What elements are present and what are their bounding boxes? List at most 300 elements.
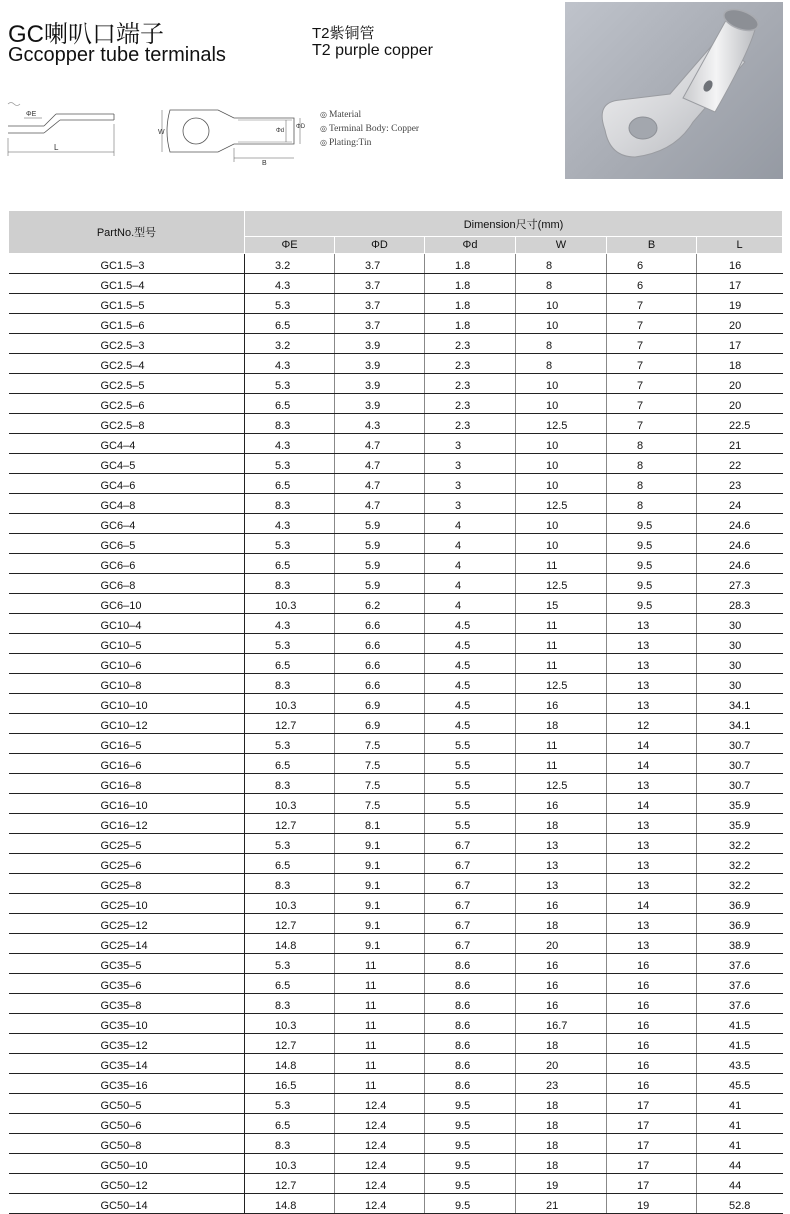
cell-text: 6.5 [275, 860, 291, 872]
cell-text: 4.3 [275, 620, 291, 632]
cell-text: GC6–4 [100, 520, 136, 532]
dimension-cell [335, 814, 425, 834]
cell-text: 5.3 [275, 640, 291, 652]
cell-text: 12.5 [546, 580, 568, 592]
cell-text: 8 [637, 480, 644, 492]
cell-text: 10 [546, 520, 559, 532]
dimension-cell [697, 1014, 783, 1034]
dimension-cell [607, 1134, 697, 1154]
cell-text: 1.8 [455, 300, 471, 312]
dimension-cell [607, 514, 697, 534]
cell-text: 44 [729, 1160, 742, 1172]
dimension-cell [335, 374, 425, 394]
cell-text: GC6–8 [100, 580, 136, 592]
cell-text: 13 [637, 880, 650, 892]
dimension-cell [516, 434, 607, 454]
cell-text: 9.1 [365, 940, 381, 952]
dimension-cell [516, 494, 607, 514]
part-number-cell [9, 914, 245, 934]
dimension-cell [335, 1174, 425, 1194]
cell-text: 16 [637, 1020, 650, 1032]
table-row [9, 734, 783, 754]
cell-text: 8 [637, 460, 644, 472]
dimension-cell [425, 994, 516, 1014]
cell-text: 7 [637, 420, 644, 432]
dimension-cell [607, 974, 697, 994]
dimension-cell [697, 1154, 783, 1174]
dimension-cell [335, 714, 425, 734]
part-number-cell [9, 734, 245, 754]
part-number-cell [9, 774, 245, 794]
dimension-cell [607, 254, 697, 274]
cell-text: GC10–12 [100, 720, 148, 732]
dimension-cell [516, 814, 607, 834]
dimension-cell [607, 954, 697, 974]
header-part-no: PartNo.型号 [9, 211, 245, 254]
table-row [9, 1034, 783, 1054]
cell-text: 34.1 [729, 720, 751, 732]
dimension-cell [607, 794, 697, 814]
dimension-cell [335, 614, 425, 634]
cell-text: GC50–8 [100, 1140, 142, 1152]
cell-text: 16.5 [275, 1080, 297, 1092]
dimension-cell [425, 814, 516, 834]
cell-text: GC25–8 [100, 880, 142, 892]
cell-text: 5.3 [275, 960, 291, 972]
header-dimension: Dimension尺寸(mm) [245, 211, 783, 237]
part-number-cell [9, 374, 245, 394]
dimension-cell [245, 934, 335, 954]
dimension-cell [697, 314, 783, 334]
cell-text: 4.5 [455, 680, 471, 692]
label-phi-d: ΦD [296, 124, 306, 130]
cell-text: 15 [546, 600, 559, 612]
cell-text: 7 [637, 300, 644, 312]
dimension-cell [425, 474, 516, 494]
cell-text: 16 [637, 980, 650, 992]
cell-text: GC35–14 [100, 1060, 148, 1072]
dimension-cell [245, 354, 335, 374]
cell-text: 16 [546, 800, 559, 812]
cell-text: GC25–10 [100, 900, 148, 912]
dimension-cell [335, 414, 425, 434]
cell-text: 36.9 [729, 900, 751, 912]
dimension-cell [335, 594, 425, 614]
cell-text: 6.9 [365, 700, 381, 712]
cell-text: 14 [637, 740, 650, 752]
cell-text: 6 [637, 280, 644, 292]
cell-text: 16 [546, 1000, 559, 1012]
cell-text: 6.9 [365, 720, 381, 732]
dimension-cell [607, 934, 697, 954]
cell-text: 14.8 [275, 1200, 297, 1212]
dimension-cell [335, 394, 425, 414]
dimension-cell [425, 374, 516, 394]
dimension-cell [697, 1074, 783, 1094]
cell-text: 16 [637, 960, 650, 972]
cell-text: 5.9 [365, 560, 381, 572]
cell-text: GC2.5–3 [100, 340, 145, 352]
dimension-cell [697, 854, 783, 874]
material-notes [320, 108, 419, 150]
dimension-cell [245, 614, 335, 634]
table-row [9, 374, 783, 394]
dimension-cell [516, 514, 607, 534]
cell-text: 5.9 [365, 540, 381, 552]
dimension-cell [245, 1174, 335, 1194]
dimension-cell [516, 314, 607, 334]
cell-text: 36.9 [729, 920, 751, 932]
cell-text: 30 [729, 620, 742, 632]
dimension-cell [245, 494, 335, 514]
dimension-cell [245, 374, 335, 394]
dimension-cell [335, 534, 425, 554]
dimension-cell [697, 414, 783, 434]
cell-text: 6.5 [275, 560, 291, 572]
cell-text: GC16–12 [100, 820, 148, 832]
dimension-cell [425, 594, 516, 614]
dimension-cell [607, 1014, 697, 1034]
cell-text: 11 [365, 1020, 377, 1032]
dimension-cell [607, 334, 697, 354]
dimension-cell [425, 254, 516, 274]
dimension-cell [697, 454, 783, 474]
part-number-cell [9, 974, 245, 994]
dimension-cell [697, 1034, 783, 1054]
dimension-cell [335, 894, 425, 914]
dimension-cell [607, 774, 697, 794]
label-phi-d-small: Φd [276, 128, 285, 134]
cell-text: 37.6 [729, 980, 751, 992]
label-w: W [158, 129, 165, 136]
dimension-cell [697, 914, 783, 934]
cell-text: 6.5 [275, 660, 291, 672]
cell-text: 8.3 [275, 580, 291, 592]
part-number-cell [9, 334, 245, 354]
dimension-cell [425, 754, 516, 774]
cell-text: 9.5 [455, 1140, 471, 1152]
cell-text: 6.6 [365, 640, 381, 652]
dimension-cell [697, 754, 783, 774]
cell-text: 5.3 [275, 1100, 291, 1112]
cell-text: 35.9 [729, 820, 751, 832]
dimension-cell [697, 1194, 783, 1214]
cell-text: 7.5 [365, 800, 381, 812]
dimension-cell [245, 454, 335, 474]
cell-text: 22.5 [729, 420, 751, 432]
dimension-cell [335, 874, 425, 894]
dimension-cell [516, 694, 607, 714]
cell-text: 4.5 [455, 620, 471, 632]
dimension-cell [245, 974, 335, 994]
table-row [9, 674, 783, 694]
cell-text: 11 [365, 960, 377, 972]
cell-text: 8.6 [455, 1040, 471, 1052]
cell-text: 23 [546, 1080, 559, 1092]
dimension-cell [425, 554, 516, 574]
cell-text: 6.6 [365, 660, 381, 672]
cell-text: 41.5 [729, 1020, 751, 1032]
cell-text: 6.2 [365, 600, 381, 612]
cell-text: GC4–8 [100, 500, 136, 512]
dimension-cell [425, 614, 516, 634]
cell-text: 9.5 [455, 1180, 471, 1192]
cell-text: 18 [729, 360, 742, 372]
dimension-cell [245, 334, 335, 354]
cell-text: 5.3 [275, 460, 291, 472]
cell-text: 14 [637, 900, 650, 912]
dimension-cell [245, 834, 335, 854]
dimension-cell [335, 574, 425, 594]
dimension-cell [245, 414, 335, 434]
cell-text: 10 [546, 400, 559, 412]
dimension-cell [425, 414, 516, 434]
table-row [9, 814, 783, 834]
dimension-cell [607, 874, 697, 894]
dimension-cell [245, 314, 335, 334]
dimension-cell [697, 1174, 783, 1194]
cell-text: 4.7 [365, 500, 381, 512]
dimension-cell [697, 814, 783, 834]
cell-text: 1.8 [455, 320, 471, 332]
dimension-cell [335, 914, 425, 934]
cell-text: GC25–5 [100, 840, 142, 852]
cell-text: 14 [637, 760, 650, 772]
dimension-cell [245, 794, 335, 814]
cell-text: 16.7 [546, 1020, 568, 1032]
table-row [9, 1174, 783, 1194]
dimension-cell [516, 974, 607, 994]
dimension-cell [425, 1014, 516, 1034]
dimension-cell [245, 534, 335, 554]
cell-text: 5.3 [275, 540, 291, 552]
part-number-cell [9, 1074, 245, 1094]
table-row [9, 754, 783, 774]
dimension-cell [335, 1114, 425, 1134]
cell-text: 12.7 [275, 920, 297, 932]
cell-text: 4 [455, 600, 462, 612]
dimension-cell [516, 1034, 607, 1054]
dimension-cell [607, 534, 697, 554]
cell-text: 3 [455, 440, 462, 452]
cell-text: 16 [637, 1080, 650, 1092]
dimension-cell [697, 554, 783, 574]
dimension-cell [516, 534, 607, 554]
cell-text: 16 [637, 1060, 650, 1072]
dimension-cell [697, 634, 783, 654]
cell-text: 21 [546, 1200, 559, 1212]
cell-text: 11 [546, 660, 558, 672]
cell-text: 11 [546, 760, 558, 772]
dimension-cell [607, 474, 697, 494]
cell-text: 13 [637, 620, 650, 632]
dimension-cell [607, 914, 697, 934]
cell-text: 11 [365, 980, 377, 992]
cell-text: 17 [637, 1140, 650, 1152]
cell-text: 4.3 [275, 440, 291, 452]
dimension-cell [607, 574, 697, 594]
dimension-table [8, 210, 783, 1214]
part-number-cell [9, 954, 245, 974]
cell-text: GC1.5–5 [100, 300, 145, 312]
dimension-cell [245, 694, 335, 714]
dimension-cell [425, 794, 516, 814]
cell-text: 13 [637, 940, 650, 952]
dimension-cell [697, 954, 783, 974]
part-number-cell [9, 594, 245, 614]
cell-text: 5.9 [365, 580, 381, 592]
part-number-cell [9, 394, 245, 414]
part-number-cell [9, 1034, 245, 1054]
material-en: T2 purple copper [312, 42, 433, 59]
dimension-cell [516, 474, 607, 494]
cell-text: 20 [729, 320, 742, 332]
dimension-cell [425, 954, 516, 974]
dimension-cell [607, 274, 697, 294]
part-number-cell [9, 1154, 245, 1174]
dimension-cell [245, 434, 335, 454]
table-row [9, 514, 783, 534]
dimension-cell [697, 974, 783, 994]
note-material: ◎ Material [320, 108, 419, 122]
table-row [9, 1094, 783, 1114]
cell-text: 6.7 [455, 900, 471, 912]
dimension-cell [335, 974, 425, 994]
dimension-cell [516, 1094, 607, 1114]
cell-text: 30 [729, 640, 742, 652]
cell-text: 2.3 [455, 420, 471, 432]
table-row [9, 494, 783, 514]
part-number-cell [9, 494, 245, 514]
cell-text: 6.5 [275, 480, 291, 492]
dimension-cell [516, 614, 607, 634]
cell-text: GC10–5 [100, 640, 142, 652]
dimension-cell [335, 954, 425, 974]
part-number-cell [9, 1114, 245, 1134]
cell-text: 21 [729, 440, 742, 452]
dimension-cell [516, 1134, 607, 1154]
cell-text: 11 [365, 1000, 377, 1012]
table-row [9, 654, 783, 674]
cell-text: 18 [546, 720, 559, 732]
cell-text: 24.6 [729, 540, 751, 552]
cell-text: 10 [546, 480, 559, 492]
dimension-cell [245, 634, 335, 654]
cell-text: 9.1 [365, 920, 381, 932]
dimension-cell [245, 554, 335, 574]
dimension-cell [516, 654, 607, 674]
dimension-cell [245, 474, 335, 494]
cell-text: GC35–8 [100, 1000, 142, 1012]
table-row [9, 294, 783, 314]
dimension-cell [425, 454, 516, 474]
cell-text: 4 [455, 560, 462, 572]
part-number-cell [9, 1134, 245, 1154]
part-number-cell [9, 274, 245, 294]
dimension-cell [697, 894, 783, 914]
cell-text: 5.5 [455, 740, 471, 752]
dimension-cell [697, 594, 783, 614]
cell-text: 13 [546, 860, 559, 872]
cell-text: 18 [546, 1100, 559, 1112]
dimension-cell [516, 334, 607, 354]
cell-text: 13 [637, 680, 650, 692]
cell-text: 17 [637, 1100, 650, 1112]
dimension-cell [245, 874, 335, 894]
dimension-cell [245, 1194, 335, 1214]
dimension-cell [697, 1134, 783, 1154]
cell-text: 16 [546, 980, 559, 992]
cell-text: 18 [546, 1120, 559, 1132]
table-row [9, 1134, 783, 1154]
cell-text: GC16–5 [100, 740, 142, 752]
dimension-cell [245, 714, 335, 734]
dimension-cell [245, 914, 335, 934]
cell-text: 14 [637, 800, 650, 812]
dimension-cell [607, 1114, 697, 1134]
table-row [9, 834, 783, 854]
cell-text: 13 [637, 700, 650, 712]
cell-text: 18 [546, 820, 559, 832]
part-number-cell [9, 614, 245, 634]
dimension-cell [335, 1014, 425, 1034]
cell-text: GC10–4 [100, 620, 142, 632]
cell-text: 32.2 [729, 860, 751, 872]
dimension-cell [516, 1114, 607, 1134]
cell-text: 32.2 [729, 840, 751, 852]
cell-text: 17 [637, 1160, 650, 1172]
dimension-cell [245, 814, 335, 834]
cell-text: 9.5 [455, 1100, 471, 1112]
dimension-cell [697, 334, 783, 354]
cell-text: 2.3 [455, 340, 471, 352]
dimension-cell [425, 314, 516, 334]
label-b: B [262, 160, 267, 166]
dimension-cell [516, 914, 607, 934]
cell-text: 11 [546, 640, 558, 652]
dimension-cell [516, 454, 607, 474]
cell-text: 3 [455, 480, 462, 492]
dimension-cell [516, 954, 607, 974]
cell-text: 6.5 [275, 980, 291, 992]
cell-text: 20 [729, 380, 742, 392]
dimension-cell [425, 574, 516, 594]
cell-text: 12.7 [275, 820, 297, 832]
dimension-cell [607, 1194, 697, 1214]
table-row [9, 1054, 783, 1074]
table-row [9, 774, 783, 794]
cell-text: 18 [546, 1040, 559, 1052]
dimension-cell [425, 354, 516, 374]
cell-text: 6.6 [365, 680, 381, 692]
dimension-cell [607, 494, 697, 514]
dimension-cell [516, 574, 607, 594]
cell-text: 4.7 [365, 460, 381, 472]
dimension-cell [697, 494, 783, 514]
table-row [9, 394, 783, 414]
cell-text: 6.5 [275, 760, 291, 772]
column-header: Φd [425, 237, 516, 254]
dimension-cell [697, 274, 783, 294]
dimension-cell [425, 1094, 516, 1114]
cell-text: GC4–4 [100, 440, 136, 452]
dimension-cell [425, 1154, 516, 1174]
dimension-cell [607, 674, 697, 694]
cell-text: 6.5 [275, 400, 291, 412]
cell-text: 22 [729, 460, 742, 472]
dimension-cell [516, 734, 607, 754]
cell-text: 12.4 [365, 1180, 387, 1192]
